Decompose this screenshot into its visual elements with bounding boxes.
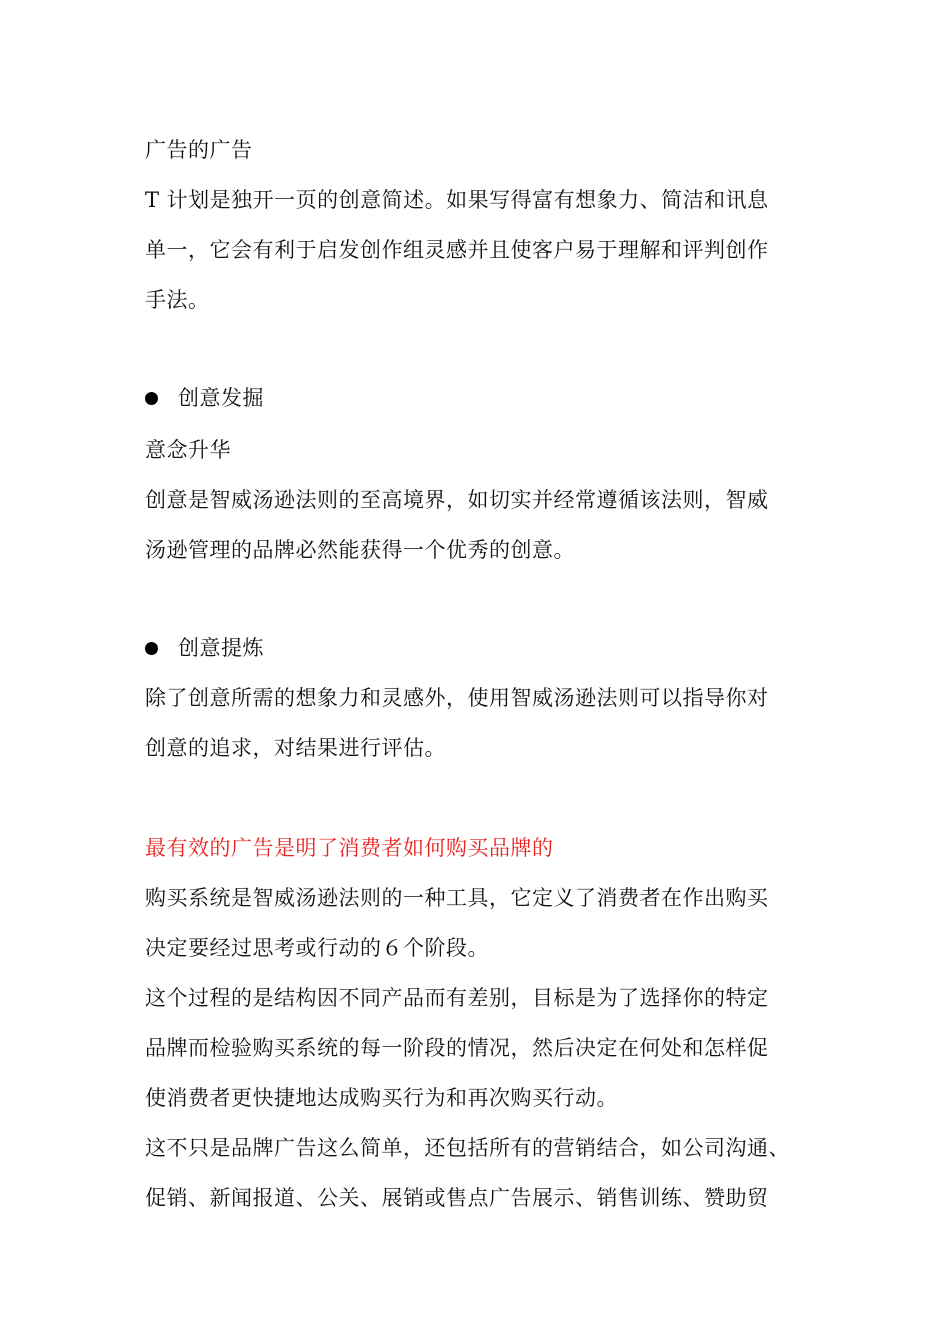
para5-line2: 品牌而检验购买系统的每一阶段的情况，然后决定在何处和怎样促 — [145, 1036, 769, 1060]
para1-line2: 单一，它会有利于启发创作组灵感并且使客户易于理解和评判创作 — [145, 238, 769, 262]
para5-line3: 使消费者更快捷地达成购买行为和再次购买行动。 — [145, 1086, 618, 1110]
bullet-item-creative-refinement — [145, 634, 264, 662]
subheading-idea-sublimation: 意念升华 — [145, 438, 231, 462]
bullet-dot-icon — [145, 642, 158, 655]
para2-line2: 汤逊管理的品牌必然能获得一个优秀的创意。 — [145, 538, 575, 562]
para4-line1: 购买系统是智威汤逊法则的一种工具，它定义了消费者在作出购买 — [145, 886, 769, 910]
para5-line1: 这个过程的是结构因不同产品而有差别，目标是为了选择你的特定 — [145, 986, 769, 1010]
para3-line2: 创意的追求，对结果进行评估。 — [145, 736, 446, 760]
bullet-item-creative-discovery — [145, 384, 264, 412]
para1-line3: 手法。 — [145, 288, 210, 312]
heading-ad-of-ads: 广告的广告 — [145, 138, 253, 162]
para2-line1: 创意是智威汤逊法则的至高境界，如切实并经常遵循该法则，智威 — [145, 488, 769, 512]
para6-line2: 促销、新闻报道、公关、展销或售点广告展示、销售训练、赞助贸 — [145, 1186, 769, 1210]
para6-line1: 这不只是品牌广告这么简单，还包括所有的营销结合，如公司沟通、 — [145, 1136, 790, 1160]
red-heading: 最有效的广告是明了消费者如何购买品牌的 — [145, 836, 554, 860]
para1-line1: T 计划是独开一页的创意简述。如果写得富有想象力、简洁和讯息 — [145, 188, 769, 212]
para3-line1: 除了创意所需的想象力和灵感外，使用智威汤逊法则可以指导你对 — [145, 686, 769, 710]
bullet-label: 创意提炼 — [178, 636, 264, 660]
bullet-label: 创意发掘 — [178, 386, 264, 410]
para4-line2: 决定要经过思考或行动的６个阶段。 — [145, 936, 489, 960]
bullet-dot-icon — [145, 392, 158, 405]
